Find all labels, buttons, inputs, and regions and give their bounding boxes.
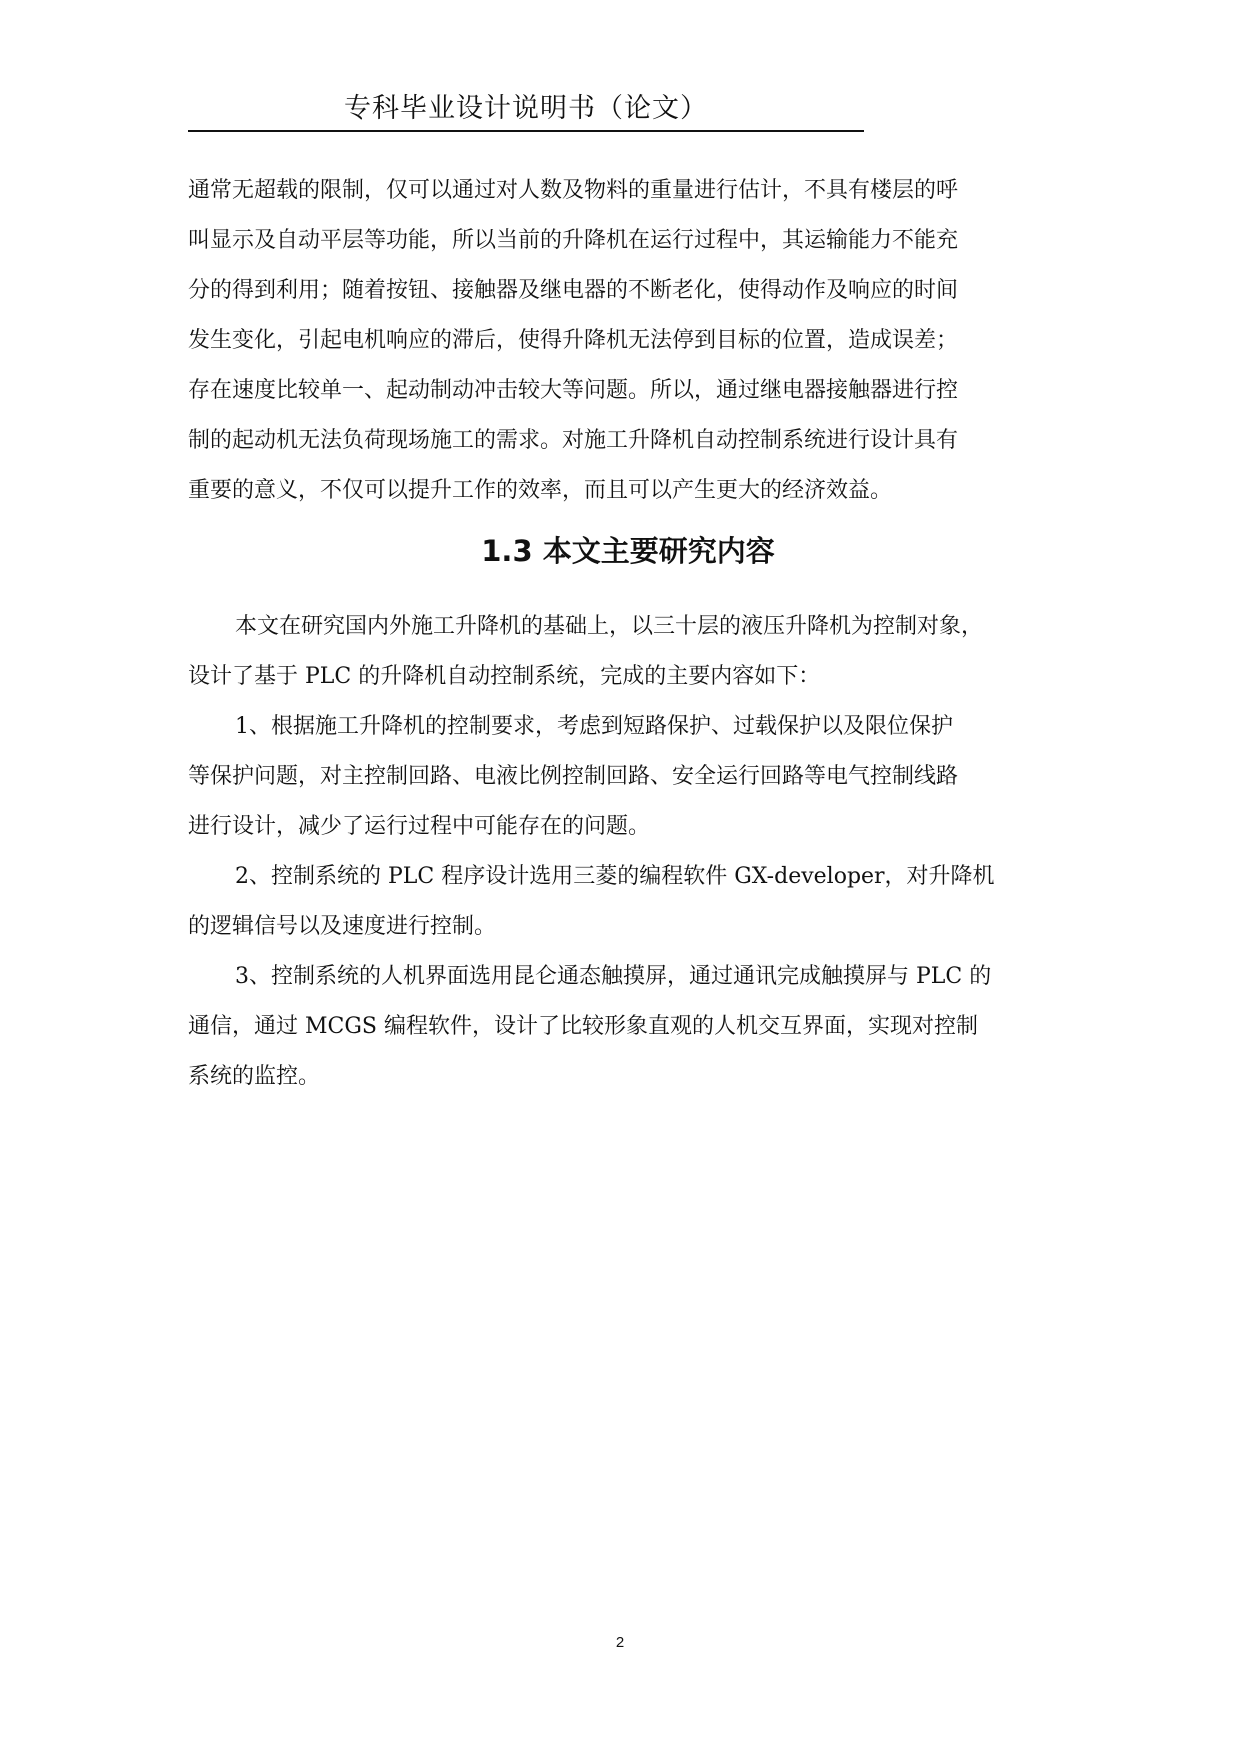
list-item-line: 进行设计，减少了运行过程中可能存在的问题。 [188,814,651,839]
list-item-line: 通信，通过 MCGS 编程软件，设计了比较形象直观的人机交互界面，实现对控制 [188,1014,978,1039]
list-item-line: 2、控制系统的 PLC 程序设计选用三菱的编程软件 GX-developer，对升降机 [235,864,995,889]
paragraph-line: 重要的意义，不仅可以提升工作的效率，而且可以产生更大的经济效益。 [188,478,893,503]
page-number: 2 [615,1634,625,1651]
paragraph-line: 通常无超载的限制，仅可以通过对人数及物料的重量进行估计，不具有楼层的呼 [188,178,959,203]
list-item-line: 等保护问题，对主控制回路、电液比例控制回路、安全运行回路等电气控制线路 [188,764,959,789]
paragraph-line: 叫显示及自动平层等功能，所以当前的升降机在运行过程中，其运输能力不能充 [188,228,959,253]
list-item-line: 3、控制系统的人机界面选用昆仑通态触摸屏，通过通讯完成触摸屏与 PLC 的 [235,964,992,989]
intro-paragraph [188,166,1068,516]
paragraph-line: 发生变化，引起电机响应的滞后，使得升降机无法停到目标的位置，造成误差； [188,328,959,353]
page-header [188,84,864,132]
paragraph-line: 设计了基于 PLC 的升降机自动控制系统，完成的主要内容如下： [188,664,821,689]
paragraph-line: 本文在研究国内外施工升降机的基础上，以三十层的液压升降机为控制对象， [235,614,984,639]
list-item-line: 的逻辑信号以及速度进行控制。 [188,914,497,939]
section-heading: 1.3 本文主要研究内容 [481,534,775,568]
header-title: 专科毕业设计说明书（论文） [344,93,708,124]
section-content [188,602,1068,1102]
paragraph-line: 分的得到利用；随着按钮、接触器及继电器的不断老化，使得动作及响应的时间 [188,278,959,303]
paragraph-line: 制的起动机无法负荷现场施工的需求。对施工升降机自动控制系统进行设计具有 [188,428,959,453]
list-item-line: 1、根据施工升降机的控制要求，考虑到短路保护、过载保护以及限位保护 [235,714,953,739]
list-item-line: 系统的监控。 [188,1064,321,1089]
paragraph-line: 存在速度比较单一、起动制动冲击较大等问题。所以，通过继电器接触器进行控 [188,378,959,403]
